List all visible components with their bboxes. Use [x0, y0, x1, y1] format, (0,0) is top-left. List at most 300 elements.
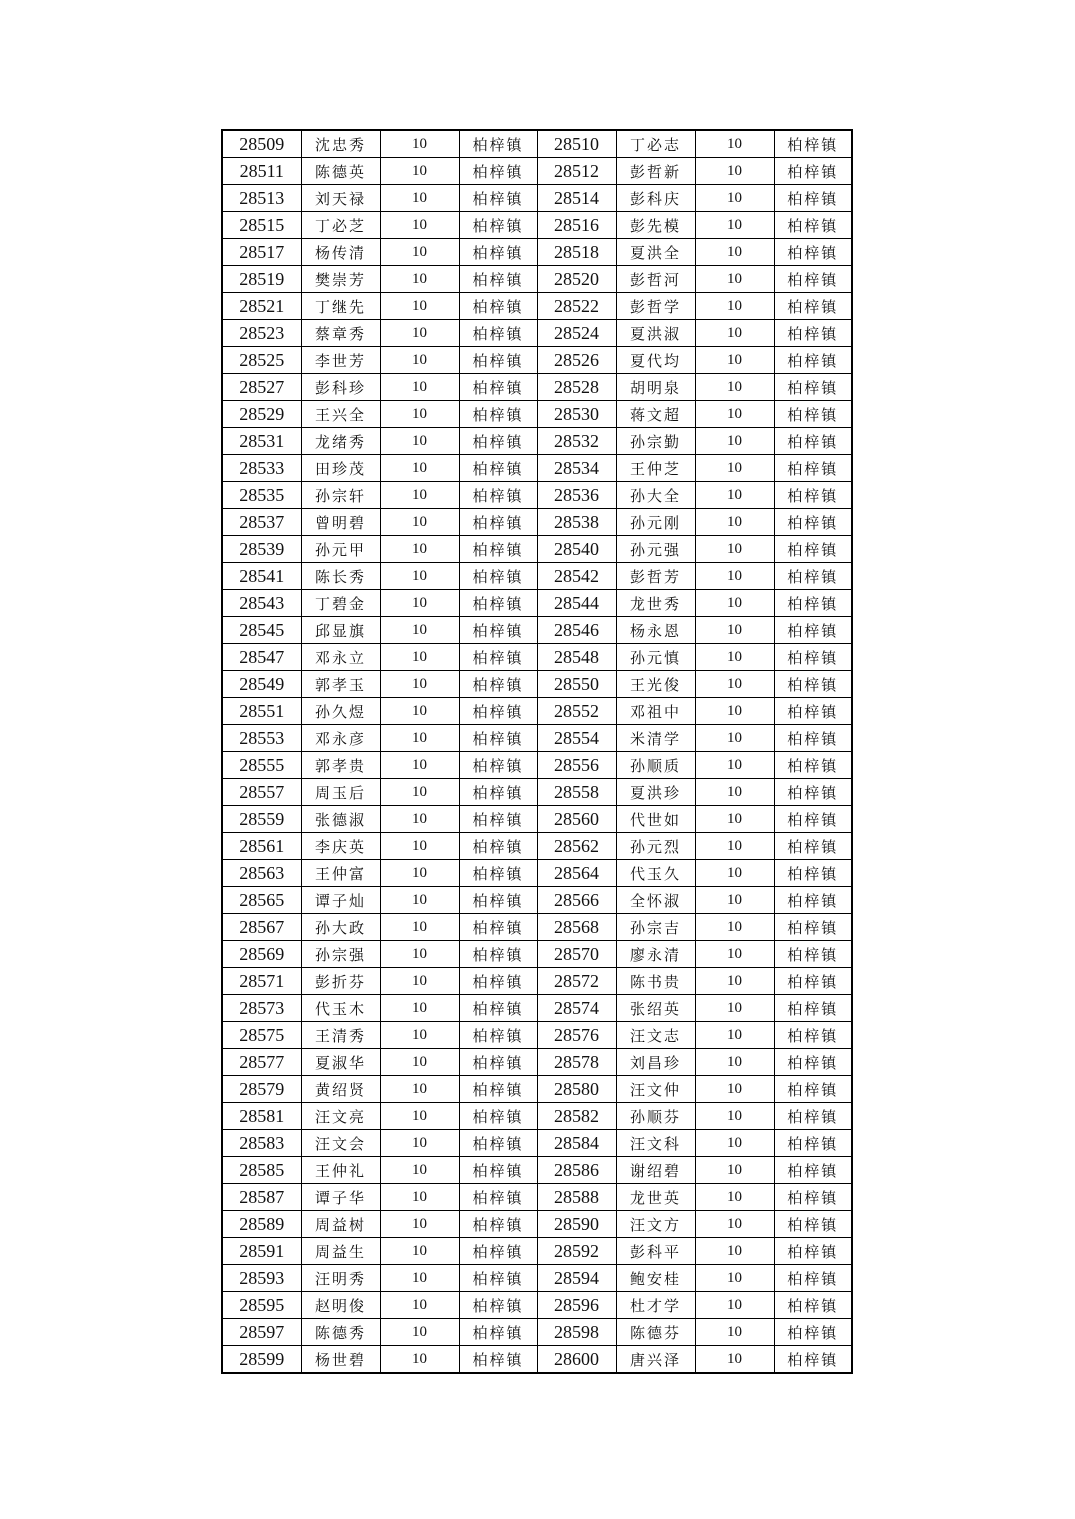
left-amount-cell: 10: [380, 293, 459, 320]
right-person-name-cell: 汪文科: [616, 1130, 695, 1157]
left-amount-cell: 10: [380, 1184, 459, 1211]
right-amount-cell: 10: [695, 1157, 774, 1184]
table-row: [222, 644, 852, 671]
left-town-name-cell: 柏梓镇: [459, 671, 537, 698]
right-town-name-cell: 柏梓镇: [774, 536, 852, 563]
right-town-name-cell: 柏梓镇: [774, 266, 852, 293]
right-amount-cell: 10: [695, 1022, 774, 1049]
right-record-id-cell: 28582: [537, 1103, 616, 1130]
right-record-id-cell: 28566: [537, 887, 616, 914]
right-person-name-cell: 汪文方: [616, 1211, 695, 1238]
left-person-name-cell: 郭孝玉: [301, 671, 380, 698]
left-record-id-cell: 28539: [222, 536, 301, 563]
right-amount-cell: 10: [695, 1130, 774, 1157]
left-town-name-cell: 柏梓镇: [459, 1211, 537, 1238]
right-person-name-cell: 刘昌珍: [616, 1049, 695, 1076]
left-town-name-cell: 柏梓镇: [459, 617, 537, 644]
left-person-name-cell: 黄绍贤: [301, 1076, 380, 1103]
table-row: [222, 130, 852, 158]
right-amount-cell: 10: [695, 1184, 774, 1211]
right-record-id-cell: 28514: [537, 185, 616, 212]
table-row: [222, 995, 852, 1022]
right-town-name-cell: 柏梓镇: [774, 806, 852, 833]
left-record-id-cell: 28569: [222, 941, 301, 968]
left-town-name-cell: 柏梓镇: [459, 401, 537, 428]
right-person-name-cell: 孙宗吉: [616, 914, 695, 941]
table-row: [222, 1157, 852, 1184]
right-town-name-cell: 柏梓镇: [774, 293, 852, 320]
left-record-id-cell: 28515: [222, 212, 301, 239]
left-amount-cell: 10: [380, 590, 459, 617]
right-amount-cell: 10: [695, 185, 774, 212]
left-person-name-cell: 孙宗轩: [301, 482, 380, 509]
right-town-name-cell: 柏梓镇: [774, 401, 852, 428]
left-record-id-cell: 28583: [222, 1130, 301, 1157]
right-amount-cell: 10: [695, 590, 774, 617]
left-town-name-cell: 柏梓镇: [459, 158, 537, 185]
left-town-name-cell: 柏梓镇: [459, 1022, 537, 1049]
right-town-name-cell: 柏梓镇: [774, 1130, 852, 1157]
right-town-name-cell: 柏梓镇: [774, 563, 852, 590]
left-person-name-cell: 孙久煜: [301, 698, 380, 725]
table-row: [222, 1130, 852, 1157]
left-person-name-cell: 丁碧金: [301, 590, 380, 617]
left-record-id-cell: 28591: [222, 1238, 301, 1265]
table-row: [222, 887, 852, 914]
left-town-name-cell: 柏梓镇: [459, 347, 537, 374]
left-record-id-cell: 28587: [222, 1184, 301, 1211]
right-amount-cell: 10: [695, 995, 774, 1022]
table-row: [222, 374, 852, 401]
left-person-name-cell: 代玉木: [301, 995, 380, 1022]
left-person-name-cell: 李庆英: [301, 833, 380, 860]
left-person-name-cell: 樊崇芳: [301, 266, 380, 293]
table-row: [222, 1049, 852, 1076]
left-record-id-cell: 28543: [222, 590, 301, 617]
table-row: [222, 239, 852, 266]
left-person-name-cell: 周益生: [301, 1238, 380, 1265]
left-amount-cell: 10: [380, 455, 459, 482]
right-record-id-cell: 28572: [537, 968, 616, 995]
right-record-id-cell: 28576: [537, 1022, 616, 1049]
right-record-id-cell: 28540: [537, 536, 616, 563]
left-record-id-cell: 28537: [222, 509, 301, 536]
table-row: [222, 1346, 852, 1374]
left-amount-cell: 10: [380, 401, 459, 428]
right-amount-cell: 10: [695, 725, 774, 752]
right-amount-cell: 10: [695, 1076, 774, 1103]
left-person-name-cell: 赵明俊: [301, 1292, 380, 1319]
right-town-name-cell: 柏梓镇: [774, 1211, 852, 1238]
table-row: [222, 1211, 852, 1238]
right-record-id-cell: 28522: [537, 293, 616, 320]
right-person-name-cell: 孙宗勤: [616, 428, 695, 455]
right-person-name-cell: 孙元慎: [616, 644, 695, 671]
table-row: [222, 482, 852, 509]
right-town-name-cell: 柏梓镇: [774, 130, 852, 158]
left-record-id-cell: 28573: [222, 995, 301, 1022]
right-record-id-cell: 28538: [537, 509, 616, 536]
left-amount-cell: 10: [380, 833, 459, 860]
left-town-name-cell: 柏梓镇: [459, 1238, 537, 1265]
left-person-name-cell: 周玉后: [301, 779, 380, 806]
left-amount-cell: 10: [380, 617, 459, 644]
left-record-id-cell: 28541: [222, 563, 301, 590]
right-person-name-cell: 丁必志: [616, 130, 695, 158]
right-amount-cell: 10: [695, 671, 774, 698]
right-record-id-cell: 28528: [537, 374, 616, 401]
table-row: [222, 779, 852, 806]
table-row: [222, 698, 852, 725]
right-person-name-cell: 胡明泉: [616, 374, 695, 401]
right-record-id-cell: 28596: [537, 1292, 616, 1319]
left-town-name-cell: 柏梓镇: [459, 1157, 537, 1184]
left-record-id-cell: 28577: [222, 1049, 301, 1076]
left-record-id-cell: 28597: [222, 1319, 301, 1346]
right-amount-cell: 10: [695, 482, 774, 509]
left-town-name-cell: 柏梓镇: [459, 860, 537, 887]
right-record-id-cell: 28532: [537, 428, 616, 455]
table-row: [222, 725, 852, 752]
right-amount-cell: 10: [695, 752, 774, 779]
right-amount-cell: 10: [695, 968, 774, 995]
right-record-id-cell: 28534: [537, 455, 616, 482]
left-record-id-cell: 28575: [222, 1022, 301, 1049]
right-town-name-cell: 柏梓镇: [774, 212, 852, 239]
left-person-name-cell: 孙大政: [301, 914, 380, 941]
left-town-name-cell: 柏梓镇: [459, 887, 537, 914]
right-record-id-cell: 28518: [537, 239, 616, 266]
table-row: [222, 428, 852, 455]
table-row: [222, 401, 852, 428]
left-town-name-cell: 柏梓镇: [459, 806, 537, 833]
left-town-name-cell: 柏梓镇: [459, 590, 537, 617]
right-record-id-cell: 28592: [537, 1238, 616, 1265]
table-row: [222, 617, 852, 644]
right-town-name-cell: 柏梓镇: [774, 698, 852, 725]
right-person-name-cell: 汪文志: [616, 1022, 695, 1049]
right-amount-cell: 10: [695, 320, 774, 347]
left-amount-cell: 10: [380, 1319, 459, 1346]
left-town-name-cell: 柏梓镇: [459, 536, 537, 563]
left-record-id-cell: 28547: [222, 644, 301, 671]
right-record-id-cell: 28590: [537, 1211, 616, 1238]
right-person-name-cell: 邓祖中: [616, 698, 695, 725]
left-person-name-cell: 周益树: [301, 1211, 380, 1238]
left-amount-cell: 10: [380, 428, 459, 455]
table-row: [222, 509, 852, 536]
right-person-name-cell: 张绍英: [616, 995, 695, 1022]
right-town-name-cell: 柏梓镇: [774, 779, 852, 806]
left-amount-cell: 10: [380, 130, 459, 158]
left-person-name-cell: 沈忠秀: [301, 130, 380, 158]
right-person-name-cell: 陈德芬: [616, 1319, 695, 1346]
left-town-name-cell: 柏梓镇: [459, 212, 537, 239]
right-record-id-cell: 28544: [537, 590, 616, 617]
table-row: [222, 563, 852, 590]
right-record-id-cell: 28598: [537, 1319, 616, 1346]
right-amount-cell: 10: [695, 158, 774, 185]
left-record-id-cell: 28523: [222, 320, 301, 347]
right-amount-cell: 10: [695, 563, 774, 590]
left-person-name-cell: 龙绪秀: [301, 428, 380, 455]
left-record-id-cell: 28531: [222, 428, 301, 455]
right-person-name-cell: 龙世英: [616, 1184, 695, 1211]
right-person-name-cell: 孙大全: [616, 482, 695, 509]
left-town-name-cell: 柏梓镇: [459, 968, 537, 995]
table-row: [222, 860, 852, 887]
right-person-name-cell: 杨永恩: [616, 617, 695, 644]
left-town-name-cell: 柏梓镇: [459, 779, 537, 806]
right-person-name-cell: 鲍安桂: [616, 1265, 695, 1292]
right-record-id-cell: 28588: [537, 1184, 616, 1211]
right-record-id-cell: 28558: [537, 779, 616, 806]
left-person-name-cell: 李世芳: [301, 347, 380, 374]
right-town-name-cell: 柏梓镇: [774, 725, 852, 752]
right-amount-cell: 10: [695, 779, 774, 806]
right-record-id-cell: 28586: [537, 1157, 616, 1184]
left-town-name-cell: 柏梓镇: [459, 1346, 537, 1374]
left-amount-cell: 10: [380, 671, 459, 698]
right-person-name-cell: 王光俊: [616, 671, 695, 698]
left-amount-cell: 10: [380, 1130, 459, 1157]
left-town-name-cell: 柏梓镇: [459, 644, 537, 671]
left-person-name-cell: 孙元甲: [301, 536, 380, 563]
table-row: [222, 320, 852, 347]
left-record-id-cell: 28517: [222, 239, 301, 266]
left-record-id-cell: 28553: [222, 725, 301, 752]
right-record-id-cell: 28580: [537, 1076, 616, 1103]
right-town-name-cell: 柏梓镇: [774, 239, 852, 266]
left-town-name-cell: 柏梓镇: [459, 185, 537, 212]
left-person-name-cell: 邓永彦: [301, 725, 380, 752]
left-person-name-cell: 孙宗强: [301, 941, 380, 968]
right-town-name-cell: 柏梓镇: [774, 482, 852, 509]
right-town-name-cell: 柏梓镇: [774, 509, 852, 536]
table-row: [222, 266, 852, 293]
right-town-name-cell: 柏梓镇: [774, 347, 852, 374]
right-person-name-cell: 谢绍碧: [616, 1157, 695, 1184]
right-person-name-cell: 夏洪淑: [616, 320, 695, 347]
right-town-name-cell: 柏梓镇: [774, 1076, 852, 1103]
left-record-id-cell: 28525: [222, 347, 301, 374]
left-record-id-cell: 28595: [222, 1292, 301, 1319]
left-record-id-cell: 28519: [222, 266, 301, 293]
left-person-name-cell: 陈德秀: [301, 1319, 380, 1346]
right-person-name-cell: 唐兴泽: [616, 1346, 695, 1374]
right-record-id-cell: 28510: [537, 130, 616, 158]
left-town-name-cell: 柏梓镇: [459, 374, 537, 401]
left-town-name-cell: 柏梓镇: [459, 455, 537, 482]
right-record-id-cell: 28552: [537, 698, 616, 725]
right-person-name-cell: 陈书贵: [616, 968, 695, 995]
table-row: [222, 1292, 852, 1319]
table-row: [222, 833, 852, 860]
right-amount-cell: 10: [695, 1265, 774, 1292]
left-amount-cell: 10: [380, 1157, 459, 1184]
right-person-name-cell: 米清学: [616, 725, 695, 752]
right-record-id-cell: 28570: [537, 941, 616, 968]
right-record-id-cell: 28578: [537, 1049, 616, 1076]
left-town-name-cell: 柏梓镇: [459, 293, 537, 320]
right-amount-cell: 10: [695, 617, 774, 644]
left-record-id-cell: 28567: [222, 914, 301, 941]
right-amount-cell: 10: [695, 130, 774, 158]
right-person-name-cell: 彭科平: [616, 1238, 695, 1265]
left-person-name-cell: 杨传清: [301, 239, 380, 266]
left-town-name-cell: 柏梓镇: [459, 1319, 537, 1346]
left-amount-cell: 10: [380, 1103, 459, 1130]
right-record-id-cell: 28524: [537, 320, 616, 347]
right-town-name-cell: 柏梓镇: [774, 158, 852, 185]
roster-body: [222, 130, 852, 1373]
left-amount-cell: 10: [380, 185, 459, 212]
right-record-id-cell: 28584: [537, 1130, 616, 1157]
left-person-name-cell: 王仲礼: [301, 1157, 380, 1184]
table-row: [222, 455, 852, 482]
right-amount-cell: 10: [695, 833, 774, 860]
left-town-name-cell: 柏梓镇: [459, 725, 537, 752]
table-row: [222, 752, 852, 779]
left-amount-cell: 10: [380, 914, 459, 941]
right-amount-cell: 10: [695, 1238, 774, 1265]
right-amount-cell: 10: [695, 1103, 774, 1130]
left-record-id-cell: 28565: [222, 887, 301, 914]
right-amount-cell: 10: [695, 401, 774, 428]
right-town-name-cell: 柏梓镇: [774, 1292, 852, 1319]
right-amount-cell: 10: [695, 887, 774, 914]
left-record-id-cell: 28527: [222, 374, 301, 401]
left-person-name-cell: 邱显旗: [301, 617, 380, 644]
right-person-name-cell: 蒋文超: [616, 401, 695, 428]
left-person-name-cell: 谭子灿: [301, 887, 380, 914]
left-person-name-cell: 谭子华: [301, 1184, 380, 1211]
table-row: [222, 1184, 852, 1211]
left-amount-cell: 10: [380, 644, 459, 671]
left-amount-cell: 10: [380, 1238, 459, 1265]
left-person-name-cell: 蔡章秀: [301, 320, 380, 347]
left-town-name-cell: 柏梓镇: [459, 1076, 537, 1103]
left-person-name-cell: 邓永立: [301, 644, 380, 671]
left-town-name-cell: 柏梓镇: [459, 1265, 537, 1292]
right-amount-cell: 10: [695, 347, 774, 374]
right-record-id-cell: 28550: [537, 671, 616, 698]
left-amount-cell: 10: [380, 806, 459, 833]
right-amount-cell: 10: [695, 293, 774, 320]
left-amount-cell: 10: [380, 860, 459, 887]
right-record-id-cell: 28594: [537, 1265, 616, 1292]
right-town-name-cell: 柏梓镇: [774, 914, 852, 941]
left-person-name-cell: 汪文亮: [301, 1103, 380, 1130]
left-person-name-cell: 杨世碧: [301, 1346, 380, 1374]
table-row: [222, 293, 852, 320]
right-person-name-cell: 彭哲河: [616, 266, 695, 293]
left-amount-cell: 10: [380, 563, 459, 590]
left-town-name-cell: 柏梓镇: [459, 428, 537, 455]
right-town-name-cell: 柏梓镇: [774, 185, 852, 212]
right-town-name-cell: 柏梓镇: [774, 833, 852, 860]
left-record-id-cell: 28529: [222, 401, 301, 428]
table-row: [222, 158, 852, 185]
right-amount-cell: 10: [695, 941, 774, 968]
left-person-name-cell: 张德淑: [301, 806, 380, 833]
left-amount-cell: 10: [380, 779, 459, 806]
left-amount-cell: 10: [380, 995, 459, 1022]
left-town-name-cell: 柏梓镇: [459, 239, 537, 266]
left-record-id-cell: 28513: [222, 185, 301, 212]
left-person-name-cell: 王清秀: [301, 1022, 380, 1049]
right-amount-cell: 10: [695, 860, 774, 887]
right-person-name-cell: 彭科庆: [616, 185, 695, 212]
table-row: [222, 185, 852, 212]
left-record-id-cell: 28585: [222, 1157, 301, 1184]
left-amount-cell: 10: [380, 1076, 459, 1103]
right-amount-cell: 10: [695, 644, 774, 671]
left-person-name-cell: 陈长秀: [301, 563, 380, 590]
left-town-name-cell: 柏梓镇: [459, 698, 537, 725]
right-amount-cell: 10: [695, 914, 774, 941]
left-amount-cell: 10: [380, 266, 459, 293]
left-amount-cell: 10: [380, 941, 459, 968]
table-row: [222, 212, 852, 239]
right-amount-cell: 10: [695, 374, 774, 401]
right-person-name-cell: 彭哲学: [616, 293, 695, 320]
left-record-id-cell: 28593: [222, 1265, 301, 1292]
left-amount-cell: 10: [380, 1022, 459, 1049]
left-town-name-cell: 柏梓镇: [459, 941, 537, 968]
right-amount-cell: 10: [695, 698, 774, 725]
right-record-id-cell: 28600: [537, 1346, 616, 1374]
left-person-name-cell: 曾明碧: [301, 509, 380, 536]
left-person-name-cell: 田珍茂: [301, 455, 380, 482]
right-record-id-cell: 28574: [537, 995, 616, 1022]
left-amount-cell: 10: [380, 158, 459, 185]
right-record-id-cell: 28554: [537, 725, 616, 752]
left-record-id-cell: 28549: [222, 671, 301, 698]
left-record-id-cell: 28559: [222, 806, 301, 833]
left-record-id-cell: 28561: [222, 833, 301, 860]
right-record-id-cell: 28520: [537, 266, 616, 293]
left-town-name-cell: 柏梓镇: [459, 752, 537, 779]
right-person-name-cell: 彭哲芳: [616, 563, 695, 590]
right-amount-cell: 10: [695, 1346, 774, 1374]
left-person-name-cell: 王仲富: [301, 860, 380, 887]
right-town-name-cell: 柏梓镇: [774, 860, 852, 887]
left-amount-cell: 10: [380, 1265, 459, 1292]
right-person-name-cell: 夏洪全: [616, 239, 695, 266]
left-record-id-cell: 28555: [222, 752, 301, 779]
right-town-name-cell: 柏梓镇: [774, 374, 852, 401]
left-person-name-cell: 丁继先: [301, 293, 380, 320]
table-row: [222, 347, 852, 374]
left-town-name-cell: 柏梓镇: [459, 1184, 537, 1211]
left-town-name-cell: 柏梓镇: [459, 1049, 537, 1076]
left-town-name-cell: 柏梓镇: [459, 266, 537, 293]
right-amount-cell: 10: [695, 266, 774, 293]
table-row: [222, 1238, 852, 1265]
right-record-id-cell: 28512: [537, 158, 616, 185]
right-town-name-cell: 柏梓镇: [774, 1103, 852, 1130]
right-town-name-cell: 柏梓镇: [774, 887, 852, 914]
left-record-id-cell: 28599: [222, 1346, 301, 1374]
right-person-name-cell: 孙顺芬: [616, 1103, 695, 1130]
right-town-name-cell: 柏梓镇: [774, 455, 852, 482]
right-town-name-cell: 柏梓镇: [774, 644, 852, 671]
table-row: [222, 914, 852, 941]
table-row: [222, 671, 852, 698]
left-town-name-cell: 柏梓镇: [459, 320, 537, 347]
right-person-name-cell: 汪文仲: [616, 1076, 695, 1103]
